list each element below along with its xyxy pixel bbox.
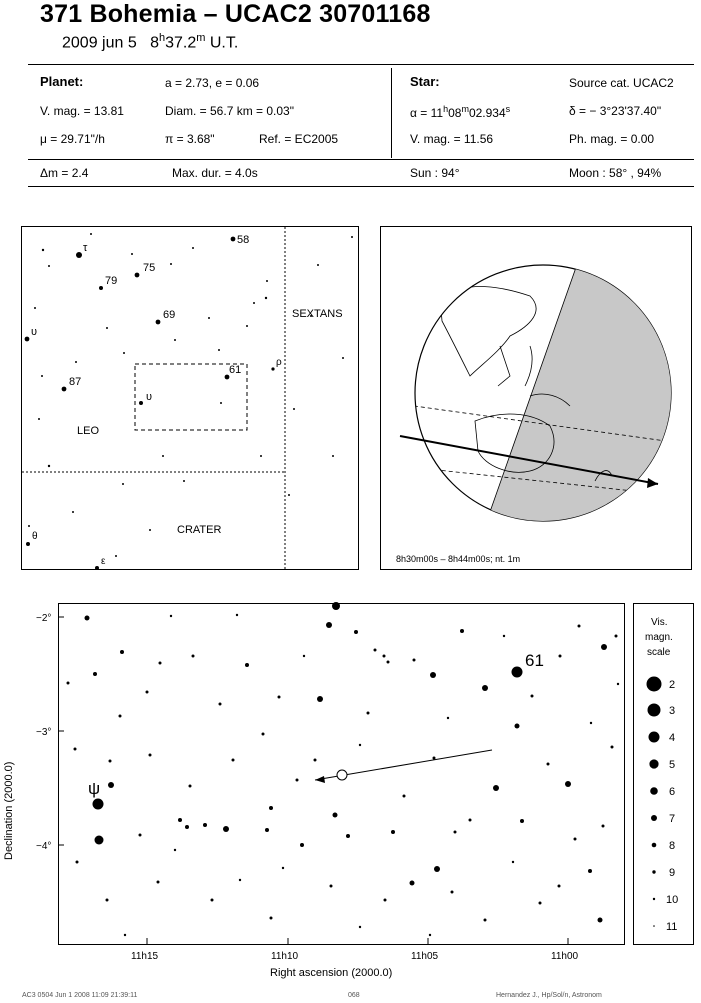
star-source-catalog: Source cat. UCAC2 <box>569 76 674 90</box>
star-ra-hours: α = 11 <box>410 106 444 120</box>
star-dot <box>120 650 124 654</box>
star-dot <box>122 483 124 485</box>
star-dot <box>28 525 30 527</box>
scale-mag-10: 10 <box>666 894 679 906</box>
star-dot <box>270 917 273 920</box>
star-dot <box>383 655 386 658</box>
y-axis-label: Declination (2000.0) <box>3 761 15 860</box>
target-star-circle <box>337 770 347 780</box>
scale-title-2: magn. <box>645 632 673 643</box>
event-time-min: 37.2 <box>165 34 197 52</box>
star-dot <box>332 602 340 610</box>
star-dot <box>652 843 657 848</box>
star-dot <box>346 834 350 838</box>
planet-vmag: V. mag. = 13.81 <box>40 104 124 118</box>
xtick-1: 11h15 <box>131 951 159 962</box>
finder-label-sextans: SEXTANS <box>292 308 343 320</box>
star-dot <box>146 691 149 694</box>
star-dot <box>300 843 304 847</box>
max-duration: Max. dur. = 4.0s <box>172 166 258 180</box>
star-dot <box>72 511 74 513</box>
star-dot <box>245 663 249 667</box>
star-dot <box>170 615 172 617</box>
star-dot <box>157 881 160 884</box>
scale-mag-4: 4 <box>669 732 676 744</box>
star-dot <box>185 825 189 829</box>
scale-mag-9: 9 <box>669 867 676 879</box>
x-axis-label: Right ascension (2000.0) <box>270 967 393 979</box>
star-dot <box>192 247 194 249</box>
star-dot <box>598 918 603 923</box>
star-dot <box>515 724 520 729</box>
star-dot <box>246 325 248 327</box>
star-dot <box>433 757 436 760</box>
star-dot <box>253 302 255 304</box>
scale-mag-8: 8 <box>669 840 676 852</box>
page-title: 371 Bohemia – UCAC2 30701168 <box>40 0 431 28</box>
event-time-hour: 8 <box>150 34 159 52</box>
star-dot <box>469 819 472 822</box>
star-dot <box>149 754 152 757</box>
star-ra-minutes: 08 <box>448 106 462 120</box>
star-dot <box>192 655 195 658</box>
star-declination: δ = − 3°23'37.40" <box>569 104 662 118</box>
finder-greek-tau: τ <box>83 242 88 254</box>
finder-greek-upsilon2: υ <box>146 391 153 403</box>
star-dot <box>326 622 332 628</box>
star-dot <box>139 401 143 405</box>
star-dot <box>119 715 122 718</box>
star-dot <box>265 828 269 832</box>
finder-label-58: 58 <box>237 234 250 246</box>
planet-motion: μ = 29.71"/h <box>40 132 105 146</box>
scale-mag-11: 11 <box>666 921 678 933</box>
star-dot <box>653 925 655 927</box>
star-dot <box>653 898 655 900</box>
star-tau <box>76 252 82 258</box>
star-dot <box>95 836 104 845</box>
scale-mag-3: 3 <box>669 705 676 717</box>
star-dot <box>93 672 97 676</box>
star-dot <box>282 867 284 869</box>
info-top-rule <box>28 64 694 65</box>
star-dot <box>239 879 241 881</box>
star-dot <box>503 635 505 637</box>
star-dot <box>62 387 67 392</box>
star-dot <box>332 455 334 457</box>
star-dot <box>95 566 99 570</box>
xtick-2: 11h10 <box>271 951 299 962</box>
star-dot <box>617 683 619 685</box>
star-dot <box>178 818 182 822</box>
star-dot <box>34 307 36 309</box>
footer-left: AC3 0504 Jun 1 2008 11:09 21:39:11 <box>22 992 138 999</box>
finder-greek-upsilon: υ <box>31 326 38 338</box>
detail-chart <box>0 600 701 980</box>
star-dot <box>493 785 499 791</box>
finder-greek-epsilon: ε <box>101 556 106 567</box>
globe-caption: 8h30m00s – 8h44m00s; nt. 1m <box>396 554 521 564</box>
event-time-h-sup: h <box>158 32 166 44</box>
star-dot <box>403 795 406 798</box>
star-dot <box>303 655 305 657</box>
star-dot <box>162 455 164 457</box>
star-dot <box>387 661 390 664</box>
star-dot <box>429 934 431 936</box>
scale-title-1: Vis. <box>651 617 668 628</box>
star-dot <box>231 237 236 242</box>
star-dot <box>391 830 395 834</box>
finder-label-crater: CRATER <box>177 524 222 536</box>
star-dot <box>288 494 290 496</box>
star-dot <box>67 682 70 685</box>
planet-orbit: a = 2.73, e = 0.06 <box>165 76 260 90</box>
star-dot <box>565 781 571 787</box>
star-dot <box>131 253 133 255</box>
star-dot <box>447 717 449 719</box>
ytick-2: −3° <box>36 727 52 738</box>
star-dot <box>384 899 387 902</box>
planet-reference: Ref. = EC2005 <box>259 132 339 146</box>
star-dot <box>159 662 162 665</box>
star-dot <box>219 703 222 706</box>
star-dot <box>25 337 30 342</box>
finder-label-61: 61 <box>229 364 242 376</box>
star-dot <box>189 785 192 788</box>
star-dot <box>601 644 607 650</box>
star-dot <box>367 712 370 715</box>
star-dot <box>410 881 415 886</box>
info-mid-rule <box>28 159 694 160</box>
star-dot <box>317 264 319 266</box>
finder-label-leo: LEO <box>77 425 100 437</box>
star-ra-s-sup: s <box>505 104 511 114</box>
star-dot <box>124 934 126 936</box>
star-dot <box>296 779 299 782</box>
star-dot <box>578 625 581 628</box>
star-dot <box>354 630 358 634</box>
star-dot <box>236 614 238 616</box>
finder-greek-theta: θ <box>32 531 38 542</box>
star-dot <box>278 696 281 699</box>
star-ra-h-sup: h <box>443 104 449 114</box>
planet-diameter: Diam. = 56.7 km = 0.03" <box>165 104 294 118</box>
star-dot <box>574 838 577 841</box>
finder-frame <box>22 227 359 570</box>
star-dot <box>123 352 125 354</box>
star-ra-seconds: 02.934 <box>468 106 506 120</box>
star-dot <box>174 339 176 341</box>
star-dot <box>558 885 561 888</box>
finder-label-69: 69 <box>163 309 176 321</box>
star-right-ascension <box>410 104 510 120</box>
star-dot <box>652 870 655 873</box>
star-dot <box>266 280 268 282</box>
star-dot <box>203 823 207 827</box>
info-divider <box>391 68 392 158</box>
star-dot <box>156 320 161 325</box>
star-dot <box>430 672 436 678</box>
scale-mag-2: 2 <box>669 679 676 691</box>
star-dot <box>454 831 457 834</box>
star-dot <box>460 629 464 633</box>
finder-label-87: 87 <box>69 376 82 388</box>
star-dot <box>269 806 273 810</box>
star-dot <box>615 635 618 638</box>
scale-mag-5: 5 <box>669 759 676 771</box>
star-dot <box>649 759 658 768</box>
sun-elongation: Sun : 94° <box>410 166 460 180</box>
detail-label-psi: ψ <box>88 779 101 798</box>
footer-mid: 068 <box>348 992 360 999</box>
star-dot <box>333 813 338 818</box>
star-psi <box>93 799 104 810</box>
star-dot <box>512 861 514 863</box>
star-dot <box>317 696 323 702</box>
star-dot <box>218 349 220 351</box>
finder-chart <box>21 226 359 570</box>
star-dot <box>434 866 440 872</box>
planet-parallax: π = 3.68" <box>165 132 215 146</box>
star-dot <box>99 286 103 290</box>
star-dot <box>135 273 140 278</box>
star-dot <box>611 746 614 749</box>
star-dot <box>232 759 235 762</box>
star-dot <box>293 408 295 410</box>
planet-label: Planet: <box>40 74 84 89</box>
star-61 <box>512 667 523 678</box>
star-dot <box>41 375 43 377</box>
scale-mag-7: 7 <box>669 813 676 825</box>
star-dot <box>650 787 658 795</box>
star-dot <box>223 826 229 832</box>
star-dot <box>359 926 361 928</box>
star-dot <box>651 815 657 821</box>
delta-magnitude: Δm = 2.4 <box>40 166 89 180</box>
star-dot <box>174 849 176 851</box>
star-phmag: Ph. mag. = 0.00 <box>569 132 655 146</box>
event-datetime <box>62 32 238 52</box>
star-dot <box>330 885 333 888</box>
star-dot <box>602 825 605 828</box>
star-dot <box>108 782 114 788</box>
star-dot <box>42 249 44 251</box>
footer-right: Hernandez J., Hp/Sol/n, Astronom <box>496 992 602 999</box>
star-dot <box>342 357 344 359</box>
star-dot <box>265 297 267 299</box>
star-dot <box>649 732 660 743</box>
star-dot <box>48 265 50 267</box>
star-dot <box>559 655 562 658</box>
star-dot <box>539 902 542 905</box>
star-dot <box>149 529 151 531</box>
info-bottom-rule <box>28 186 694 187</box>
star-dot <box>271 367 274 370</box>
star-dot <box>106 899 109 902</box>
finder-greek-rho: ρ <box>276 357 282 368</box>
star-dot <box>211 899 214 902</box>
ytick-3: −4° <box>36 841 52 852</box>
star-dot <box>482 685 488 691</box>
star-dot <box>220 402 222 404</box>
star-vmag: V. mag. = 11.56 <box>410 132 494 146</box>
star-dot <box>26 542 30 546</box>
star-dot <box>531 695 534 698</box>
star-dot <box>75 361 77 363</box>
star-dot <box>590 722 592 724</box>
star-dot <box>38 418 40 420</box>
event-date: 2009 jun 5 <box>62 34 137 52</box>
star-dot <box>351 236 353 238</box>
globe-panel <box>380 226 692 570</box>
star-dot <box>451 891 454 894</box>
star-dot <box>588 869 592 873</box>
star-dot <box>647 677 662 692</box>
star-dot <box>547 763 550 766</box>
scale-title-3: scale <box>647 647 671 658</box>
star-dot <box>115 555 117 557</box>
finder-label-75: 75 <box>143 262 156 274</box>
detail-label-61: 61 <box>525 651 544 670</box>
star-dot <box>260 455 262 457</box>
star-dot <box>139 834 142 837</box>
star-dot <box>262 733 265 736</box>
star-dot <box>374 649 377 652</box>
star-dot <box>648 704 661 717</box>
scale-mag-6: 6 <box>669 786 676 798</box>
event-time-ut: U.T. <box>209 34 239 52</box>
star-dot <box>90 233 92 235</box>
star-dot <box>170 263 172 265</box>
ytick-1: −2° <box>36 613 52 624</box>
star-dot <box>208 317 210 319</box>
star-label: Star: <box>410 74 440 89</box>
star-dot <box>359 744 361 746</box>
star-ra-m-sup: m <box>461 104 469 114</box>
xtick-3: 11h05 <box>411 951 439 962</box>
finder-label-79: 79 <box>105 275 118 287</box>
star-dot <box>48 465 50 467</box>
event-time-m-sup: m <box>196 32 206 44</box>
star-dot <box>109 760 112 763</box>
star-dot <box>76 861 79 864</box>
star-dot <box>413 659 416 662</box>
star-dot <box>520 819 524 823</box>
star-dot <box>85 616 90 621</box>
star-dot <box>314 759 317 762</box>
star-dot <box>183 480 185 482</box>
star-dot <box>74 748 77 751</box>
star-dot <box>484 919 487 922</box>
star-dot <box>106 327 108 329</box>
moon-elongation: Moon : 58° , 94% <box>569 166 662 180</box>
xtick-4: 11h00 <box>551 951 579 962</box>
